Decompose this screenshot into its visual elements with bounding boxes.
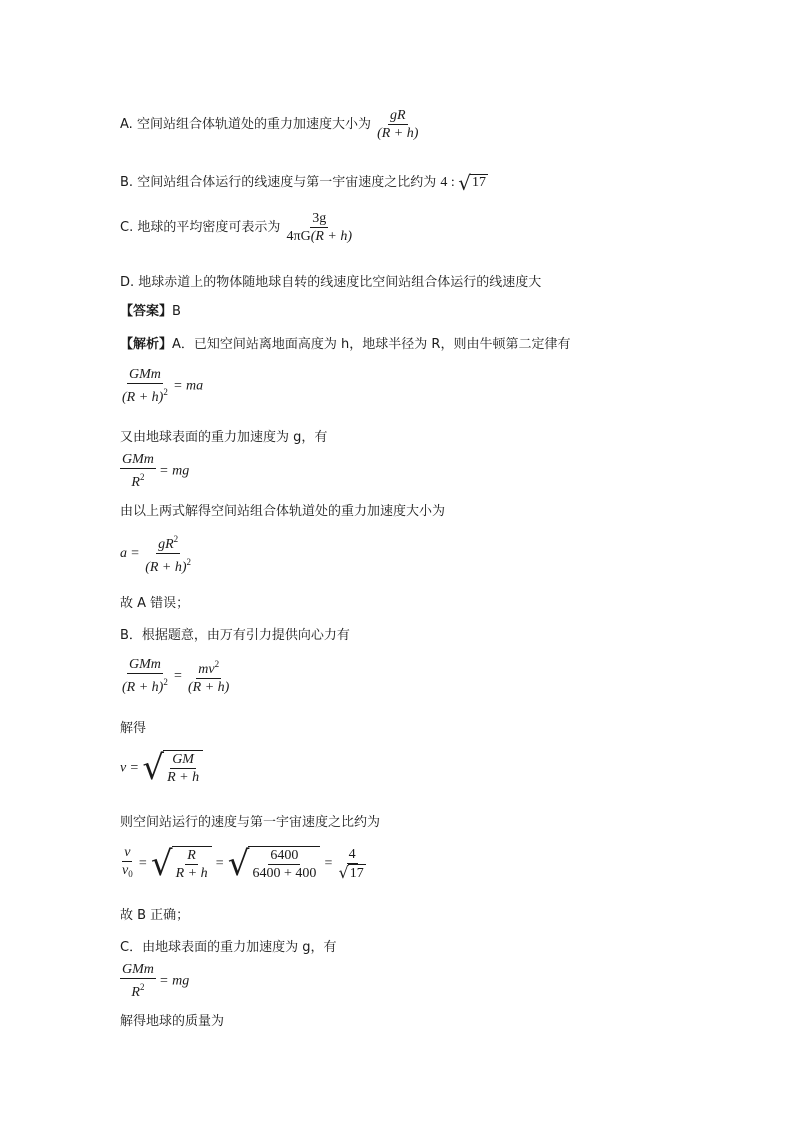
equals-sign: = [173, 378, 182, 394]
frac-num: GMm [128, 657, 161, 672]
b-conclusion: 故 B 正确； [120, 908, 190, 923]
equals-sign: = [173, 668, 182, 684]
option-b-label: B. [120, 175, 134, 190]
option-a-fraction [375, 107, 420, 142]
equation-5 [120, 750, 203, 786]
den-exponent: 2 [186, 557, 192, 567]
frac-num: gR [389, 108, 406, 123]
equation-6 [120, 844, 368, 883]
option-a-text: 空间站组合体轨道处的重力加速度大小为 [136, 117, 371, 132]
radical-sign: √ [142, 748, 165, 788]
den-exponent: 2 [139, 982, 145, 992]
eq6-sqrt-2 [227, 843, 321, 884]
frac-den [120, 862, 135, 883]
frac-den [285, 228, 355, 245]
frac-den [143, 554, 193, 576]
frac-den [120, 384, 170, 406]
frac-num: GMm [122, 962, 154, 977]
b-ratio-line: 则空间站运行的速度与第一宇宙速度之比约为 [120, 815, 381, 830]
eq6-lhs-fraction [120, 844, 135, 883]
frac-den: R + h [175, 865, 208, 881]
frac-num: R [187, 847, 196, 863]
num-base: mv [198, 662, 215, 677]
analysis-intro-text: A．已知空间站离地面高度为 h，地球半径为 R，则由牛顿第二定律有 [172, 337, 571, 352]
sqrt-value: 17 [472, 175, 486, 190]
b-intro: B．根据题意，由万有引力提供向心力有 [120, 628, 350, 643]
frac-num: 3g [312, 211, 327, 226]
option-c-label: C. [120, 220, 134, 235]
option-d [120, 271, 541, 290]
den-exponent: 2 [163, 387, 168, 397]
frac-den: (R + h) [188, 680, 230, 695]
frac-num: GM [172, 752, 194, 767]
den-exponent: 2 [139, 472, 145, 482]
analysis-intro [120, 333, 570, 352]
option-d-text: 地球赤道上的物体随地球自转的线速度比空间站组合体运行的线速度大 [138, 275, 542, 290]
equals-sign: = [215, 856, 224, 871]
equation-7 [120, 961, 189, 1001]
radical-sign: √ [227, 843, 250, 884]
eq5-lhs: v [120, 760, 127, 776]
eq1-rhs: ma [186, 378, 204, 394]
frac-den: 6400 + 400 [252, 865, 317, 881]
equation-1 [120, 366, 203, 406]
frac-den [337, 864, 368, 882]
den-sqrt [339, 864, 366, 882]
den-base: R [131, 985, 140, 1000]
sqrt-17 [458, 170, 488, 195]
eq6-result-fraction [337, 846, 368, 882]
frac-num: GMm [122, 452, 154, 467]
frac-num: 4 [348, 846, 356, 862]
option-b-text: 空间站组合体运行的线速度与第一宇宙速度之比约为 [137, 175, 437, 190]
equation-2 [120, 451, 189, 491]
frac-num: v [124, 845, 131, 860]
den-base: (R + h) [122, 390, 164, 405]
c-mass-line: 解得地球的质量为 [120, 1014, 225, 1029]
radicand-fraction [250, 847, 318, 882]
answer-value: B [172, 304, 181, 319]
frac-num: 6400 [270, 847, 299, 863]
den-base: v [122, 863, 129, 878]
equation-3 [120, 531, 193, 576]
frac-den: R + h [167, 770, 200, 785]
equals-sign: = [130, 760, 139, 776]
eq4-left-fraction [120, 656, 170, 696]
eq1-fraction [120, 366, 170, 406]
equals-sign: = [324, 856, 333, 871]
radical-sign: √ [150, 843, 173, 884]
frac-den: (R + h) [377, 126, 419, 141]
option-a [120, 107, 420, 142]
radicand [172, 846, 212, 882]
radical-sign: √ [458, 170, 471, 195]
analysis-tag: 【解析】 [120, 337, 173, 352]
radicand-fraction [165, 751, 201, 786]
equals-sign: = [160, 973, 168, 989]
solve-label: 解得 [120, 721, 147, 736]
eq2-rhs: mg [172, 463, 190, 479]
eq5-sqrt [142, 750, 203, 786]
radical-sign: √ [338, 862, 349, 882]
option-c-text: 地球的平均密度可表示为 [137, 220, 281, 235]
a-conclusion: 故 A 错误； [120, 596, 190, 611]
num-base: gR [158, 537, 174, 552]
c-intro: C．由地球表面的重力加速度为 g，有 [120, 940, 337, 955]
radicand-fraction [174, 847, 210, 882]
eq3-fraction [143, 531, 193, 576]
num-exponent: 2 [214, 659, 220, 669]
eq4-right-fraction [186, 656, 231, 696]
num-exponent: 2 [173, 534, 179, 544]
den-base: (R + h) [122, 680, 164, 695]
option-a-label: A. [120, 117, 133, 132]
option-c [120, 210, 354, 245]
eq7-fraction [120, 961, 156, 1001]
analysis-line-3: 由以上两式解得空间站组合体轨道处的重力加速度大小为 [120, 504, 446, 519]
den-exponent: 2 [163, 677, 168, 687]
option-d-label: D. [120, 275, 135, 290]
equals-sign: = [138, 856, 147, 871]
radicand [248, 846, 320, 882]
analysis-line-2: 又由地球表面的重力加速度为 g，有 [120, 430, 328, 445]
answer-line [120, 300, 181, 319]
den-prefix: 4πG [286, 229, 311, 244]
answer-tag: 【答案】 [120, 304, 173, 319]
frac-num: GMm [128, 367, 161, 382]
frac-num [196, 656, 221, 679]
den-base: R [131, 475, 140, 490]
equals-sign: = [160, 463, 168, 479]
option-c-fraction [285, 210, 355, 245]
eq2-fraction [120, 451, 156, 491]
frac-den [129, 469, 146, 491]
frac-den [129, 979, 146, 1001]
frac-num [156, 531, 180, 554]
equation-4 [120, 656, 231, 696]
radicand [163, 750, 203, 786]
sqrt-value: 17 [349, 865, 364, 881]
option-b-ratio: 4 : [440, 175, 459, 190]
equals-sign: = [131, 546, 140, 561]
eq7-rhs: mg [172, 973, 190, 989]
den-base: (R + h) [145, 560, 187, 575]
frac-den [120, 674, 170, 696]
eq6-sqrt-1 [150, 843, 212, 884]
den-subscript: 0 [128, 869, 133, 879]
den-paren: (R + h) [310, 229, 353, 244]
eq3-lhs: a [120, 546, 127, 561]
option-b [120, 171, 488, 193]
